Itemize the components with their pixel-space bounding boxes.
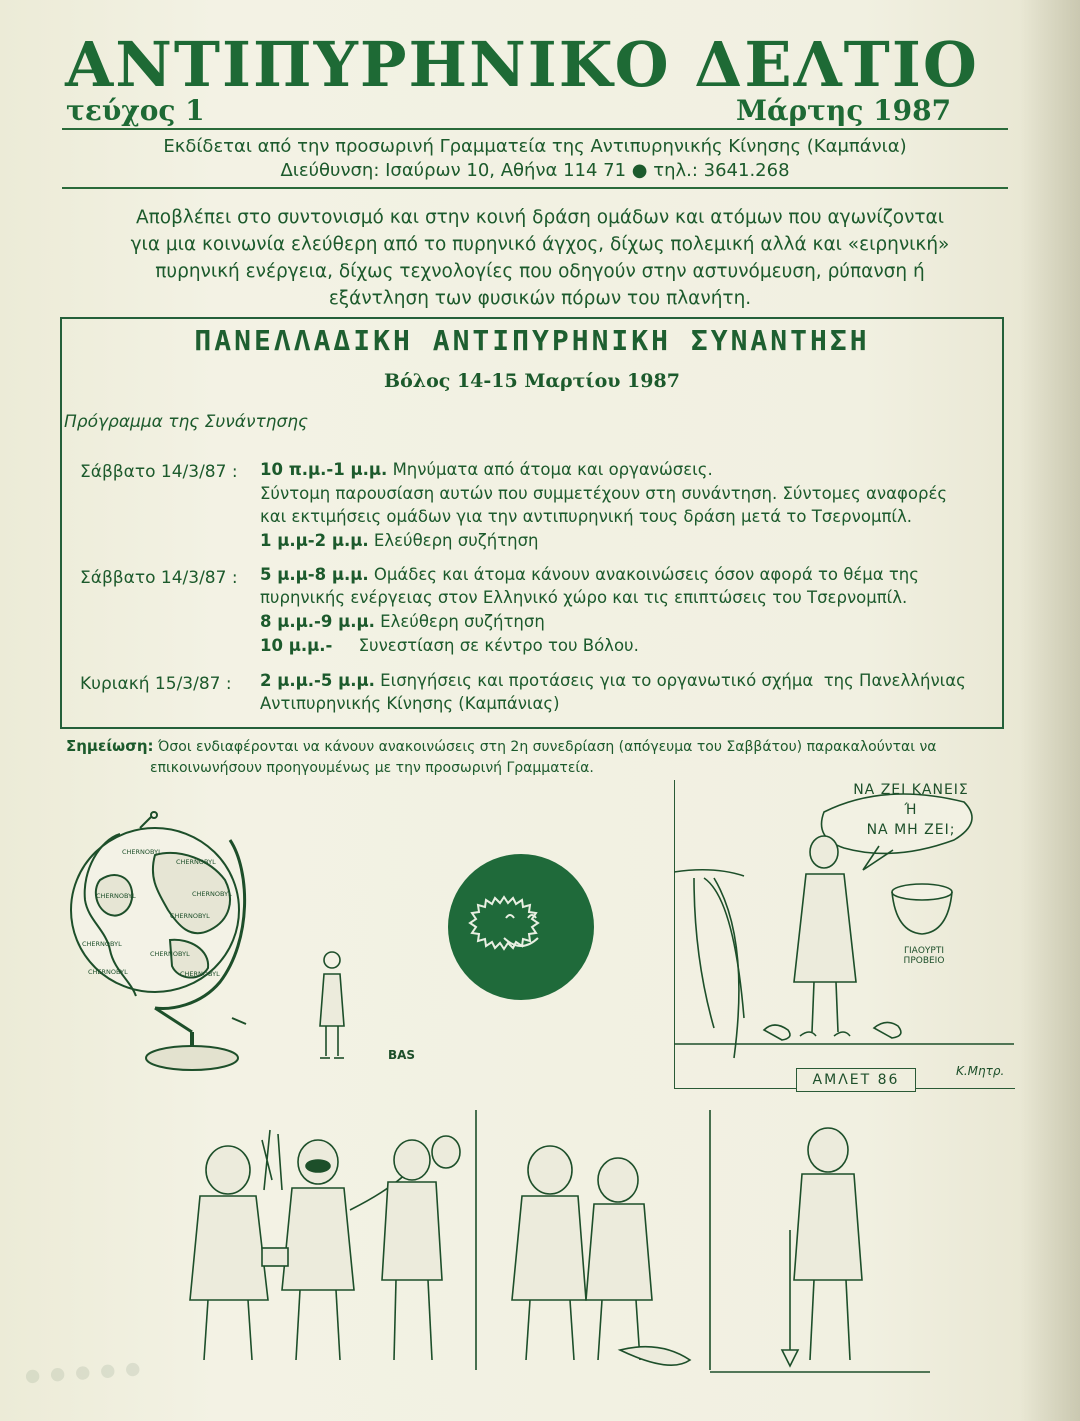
issue-number: τεύχος 1	[66, 94, 205, 127]
note	[66, 736, 996, 779]
globe-label: CHERNOBYL	[170, 912, 210, 920]
session-time: 2 μ.μ.-5 μ.μ.	[260, 671, 375, 690]
session-time: 8 μ.μ.-9 μ.μ.	[260, 612, 375, 631]
session-text: Μηνύματα από άτομα και οργανώσεις.	[387, 460, 713, 479]
session-text: Σύντομη παρουσίαση αυτών που συμμετέχουν στη συνάντηση. Σύντομες αναφορές	[260, 484, 948, 503]
mission-line: εξάντληση των φυσικών πόρων του πλανήτη.	[328, 288, 752, 309]
session-day: Σάββατο 14/3/87 :	[80, 462, 238, 482]
session-text: πυρηνικής ενέργειας στον Ελληνικό χώρο και τις επιπτώσεις του Τσερνομπίλ.	[260, 588, 908, 607]
program-heading: Πρόγραμμα της Συνάντησης	[64, 412, 308, 432]
globe-label: CHERNOBYL	[180, 970, 220, 978]
bleed-through-decoration: ·····	[17, 1325, 149, 1420]
session-day: Κυριακή 15/3/87 :	[80, 674, 232, 694]
globe-label: CHERNOBYL	[176, 858, 216, 866]
note-label: Σημείωση:	[66, 737, 154, 755]
issue-date: Μάρτης 1987	[736, 94, 952, 127]
session-line	[260, 460, 713, 479]
mission-line: για μια κοινωνία ελεύθερη από το πυρηνικό άγχος, δίχως πολεμική αλλά και «ειρηνική»	[130, 234, 950, 255]
meeting-subtitle: Βόλος 14-15 Μαρτίου 1987	[384, 370, 680, 392]
mission-line: πυρηνική ενέργεια, δίχως τεχνολογίες που οδηγούν στην αστυνόμευση, ρύπανση ή	[155, 261, 925, 282]
session-text: Εισηγήσεις και προτάσεις για το οργανωτικό σχήμα της Πανελλήνιας	[374, 671, 966, 690]
small-figure-drawing	[306, 948, 356, 1066]
publisher-line: Εκδίδεται από την προσωρινή Γραμματεία της Αντιπυρηνικής Κίνησης (Καμπάνια)	[163, 136, 907, 157]
session-time: 10 μ.μ.-	[260, 636, 333, 655]
session-line	[260, 507, 912, 526]
meeting-title: ΠΑΝΕΛΛΑΔΙΚΗ ΑΝΤΙΠΥΡΗΝΙΚΗ ΣΥΝΑΝΤΗΣΗ	[194, 324, 870, 357]
globe-label: CHERNOBYL	[88, 968, 128, 976]
session-time: 10 π.μ.-1 μ.μ.	[260, 460, 388, 479]
globe-label: CHERNOBYL	[150, 950, 190, 958]
page-edge-shadow	[1020, 0, 1080, 1421]
globe-label: CHERNOBYL	[192, 890, 232, 898]
note-line	[66, 736, 996, 758]
globe-label: CHERNOBYL	[96, 892, 136, 900]
session-text: Συνεστίαση σε κέντρο του Βόλου.	[332, 636, 639, 655]
globe-label: CHERNOBYL	[122, 848, 162, 856]
note-line: επικοινωνήσουν προηγουμένως με την προσωρινή Γραμματεία.	[150, 760, 594, 776]
session-line	[260, 531, 539, 550]
session-text: Αντιπυρηνικής Κίνησης (Καμπάνιας)	[260, 694, 560, 713]
hazmat-comic-strip	[150, 1110, 930, 1390]
smiling-sun-logo	[446, 852, 596, 1002]
globe-label: CHERNOBYL	[82, 940, 122, 948]
session-time: 1 μ.μ-2 μ.μ.	[260, 531, 369, 550]
mission-line: Αποβλέπει στο συντονισμό και στην κοινή δράση ομάδων και ατόμων που αγωνίζονται	[135, 207, 945, 228]
session-line	[260, 565, 919, 584]
session-line	[260, 694, 560, 713]
hamlet-caption: ΑΜΛΕΤ 86	[796, 1068, 916, 1092]
speech-bubble	[836, 780, 986, 840]
session-line	[260, 612, 545, 631]
speech-line: Ή	[904, 802, 918, 818]
session-line	[260, 484, 947, 503]
session-day: Σάββατο 14/3/87 :	[80, 568, 238, 588]
masthead-title: ΑΝΤΙΠΥΡΗΝΙΚΟ ΔΕΛΤΙΟ	[65, 28, 979, 101]
session-line	[260, 671, 966, 690]
session-text: Ελεύθερη συζήτηση	[374, 612, 545, 631]
session-time: 5 μ.μ-8 μ.μ.	[260, 565, 369, 584]
session-text: και εκτιμήσεις ομάδων για την αντιπυρηνική τους δράση μετά το Τσερνομπίλ.	[260, 507, 912, 526]
header-rule-bottom	[62, 187, 1008, 189]
artist-signature-globe: BAS	[388, 1048, 416, 1062]
session-line	[260, 588, 907, 607]
session-line	[260, 636, 639, 655]
session-text: Ελεύθερη συζήτηση	[368, 531, 539, 550]
artist-signature-hamlet: Κ.Μητρ.	[956, 1064, 1005, 1078]
speech-line: ΝΑ ΖΕΙ ΚΑΝΕΙΣ	[853, 782, 969, 798]
note-text: Όσοι ενδιαφέρονται να κάνουν ανακοινώσεις στη 2η συνεδρίαση (απόγευμα του Σαββάτου) παρακαλούνται να	[153, 739, 937, 755]
speech-line: ΝΑ ΜΗ ΖΕΙ;	[866, 822, 956, 838]
session-text: Ομάδες και άτομα κάνουν ανακοινώσεις όσον αφορά το θέμα της	[368, 565, 919, 584]
bowl-label: ΓΙΑΟΥΡΤΙ ΠΡΟΒΕΙΟ	[903, 946, 945, 966]
mission-statement	[68, 204, 1012, 312]
header-rule-top	[62, 128, 1008, 130]
address-line: Διεύθυνση: Ισαύρων 10, Αθήνα 114 71 ● τηλ.: 3641.268	[280, 160, 790, 181]
